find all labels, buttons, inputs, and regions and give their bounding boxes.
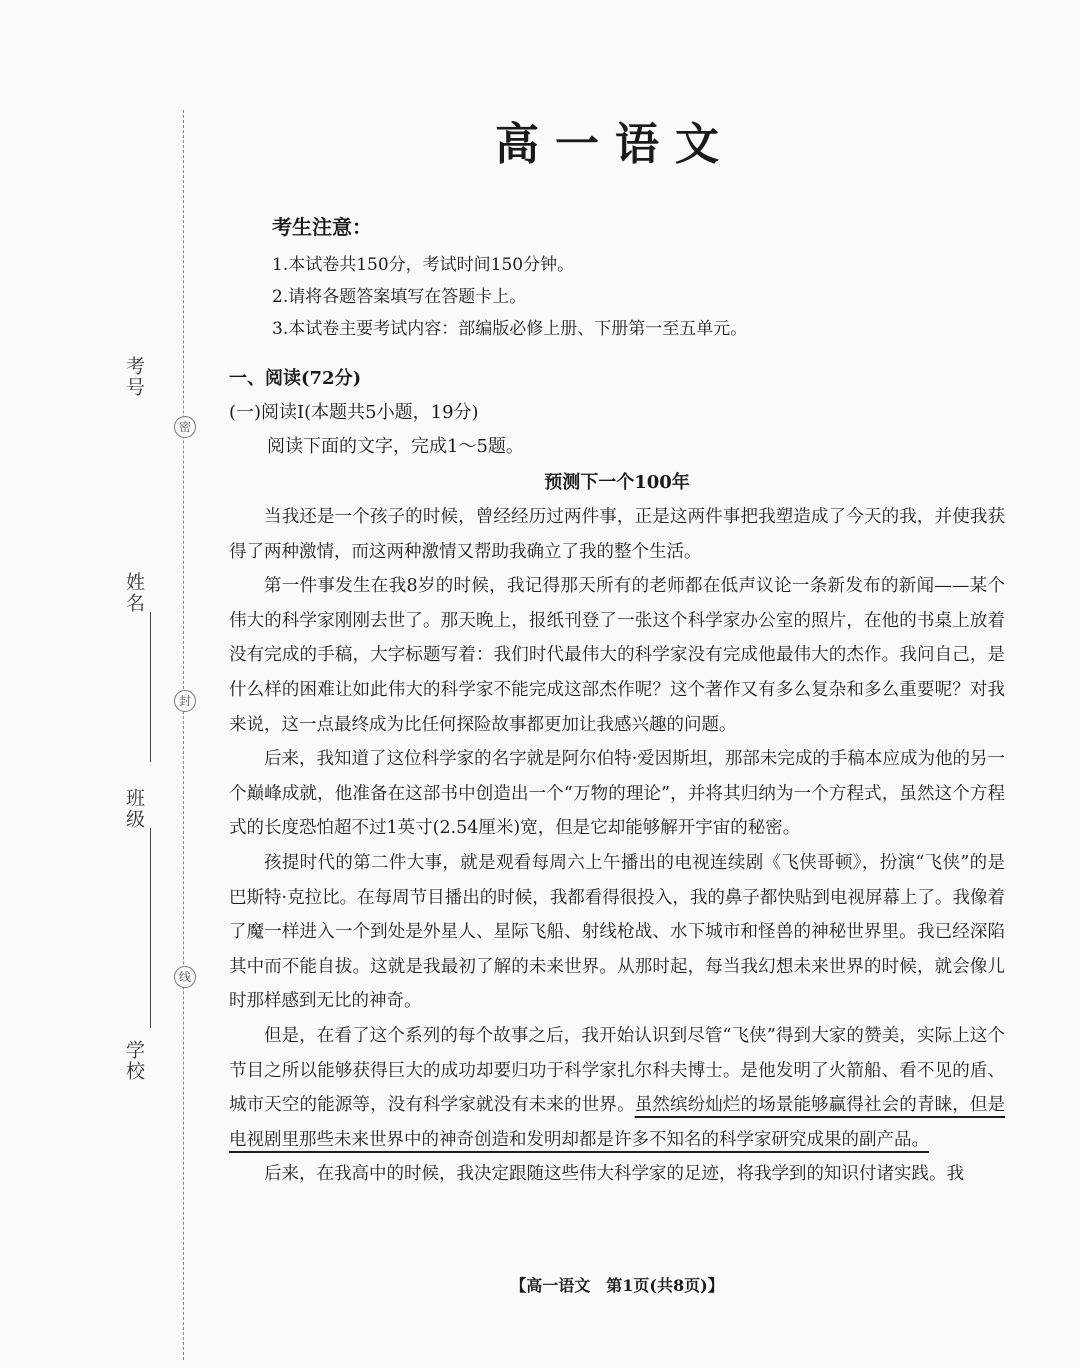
seal-mark-xian: 线 xyxy=(174,966,196,988)
seal-dashed-line xyxy=(183,110,184,1360)
article-paragraph: 孩提时代的第二件大事，就是观看每周六上午播出的电视连续剧《飞侠哥顿》，扮演“飞侠”的是巴斯特·克拉比。在每周节目播出的时候，我都看得很投入，我的鼻子都快贴到电视屏幕上了。我像着了魔一样进入一个到处是外星人、星际飞船、射线枪战、水下城市和怪兽的神秘世界里。我已经深陷其中而不能自拔。这就是我最初了解的未来世界。从那时起，每当我幻想未来世界的时候，就会像儿时那样感到无比的神奇。 xyxy=(229,852,1005,1012)
name-label: 姓名 xyxy=(123,572,145,614)
section-heading: 一、阅读(72分) xyxy=(229,368,362,389)
school-label: 学校 xyxy=(123,1040,145,1082)
page-title: 高一语文 xyxy=(495,119,735,170)
article-paragraph: 第一件事发生在我8岁的时候，我记得那天所有的老师都在低声议论一条新发布的新闻——某个伟大的科学家刚刚去世了。那天晚上，报纸刊登了一张这个科学家办公室的照片，在他的书桌上放着没有完成的手稿，大字标题写着：我们时代最伟大的科学家没有完成他最伟大的杰作。我问自己，是什么样的困难让如此伟大的科学家不能完成这部杰作呢？这个著作又有多么复杂和多么重要呢？对我来说，这一点最终成为比任何探险故事都更加让我感兴趣的问题。 xyxy=(229,576,1005,735)
class-blank-line xyxy=(150,828,151,1028)
subsection-heading: (一)阅读Ⅰ(本题共5小题，19分) xyxy=(229,402,479,423)
article-paragraph: 后来，在我高中的时候，我决定跟随这些伟大科学家的足迹，将我学到的知识付诸实践。我 xyxy=(264,1164,964,1185)
class-label: 班级 xyxy=(123,788,145,830)
underlined-sentence: 虽然缤纷灿烂的场景能够赢得社会的青睐，但是电视剧里那些未来世界中的神奇创造和发明却都是许多不知名的科学家研究成果的副产品。 xyxy=(229,1095,1006,1150)
article-title: 预测下一个100年 xyxy=(544,472,690,493)
seal-mark-mi: 密 xyxy=(174,416,196,438)
seal-mark-feng: 封 xyxy=(174,690,196,712)
exam-notice xyxy=(272,212,992,345)
name-blank-line xyxy=(150,612,151,762)
notice-heading: 考生注意： xyxy=(272,215,372,239)
binding-margin xyxy=(0,0,210,1368)
article-paragraph: 当我还是一个孩子的时候，曾经经历过两件事，正是这两件事把我塑造成了今天的我，并使我获得了两种激情，而这两种激情又帮助我确立了我的整个生活。 xyxy=(229,507,1005,562)
page-footer: 【高一语文 第1页(共8页)】 xyxy=(510,1276,724,1295)
notice-item: 1.本试卷共150分，考试时间150分钟。 xyxy=(272,255,575,275)
notice-item: 2.请将各题答案填写在答题卡上。 xyxy=(272,287,527,307)
article-paragraph xyxy=(229,1019,1005,1157)
article-paragraph: 后来，我知道了这位科学家的名字就是阿尔伯特·爱因斯坦，那部未完成的手稿本应成为他的另一个巅峰成就，他准备在这部书中创造出一个“万物的理论”，并将其归纳为一个方程式，虽然这个方程式的长度恐怕超不过1英寸(2.54厘米)宽，但是它却能够解开宇宙的秘密。 xyxy=(229,749,1005,839)
notice-item: 3.本试卷主要考试内容：部编版必修上册、下册第一至五单元。 xyxy=(272,319,748,339)
article-body xyxy=(229,500,1005,1192)
paragraph-text: 但是，在看了这个系列的每个故事之后，我开始认识到尽管“飞侠”得到大家的赞美，实际上这个节目之所以能够获得巨大的成功却要归功于科学家扎尔科夫博士。是他发明了火箭船、看不见的盾、城市天空的能源等，没有科学家就没有未来的世界。 xyxy=(229,1025,1005,1116)
exam-number-label: 考号 xyxy=(123,356,145,398)
reading-instruction: 阅读下面的文字，完成1～5题。 xyxy=(267,436,524,457)
